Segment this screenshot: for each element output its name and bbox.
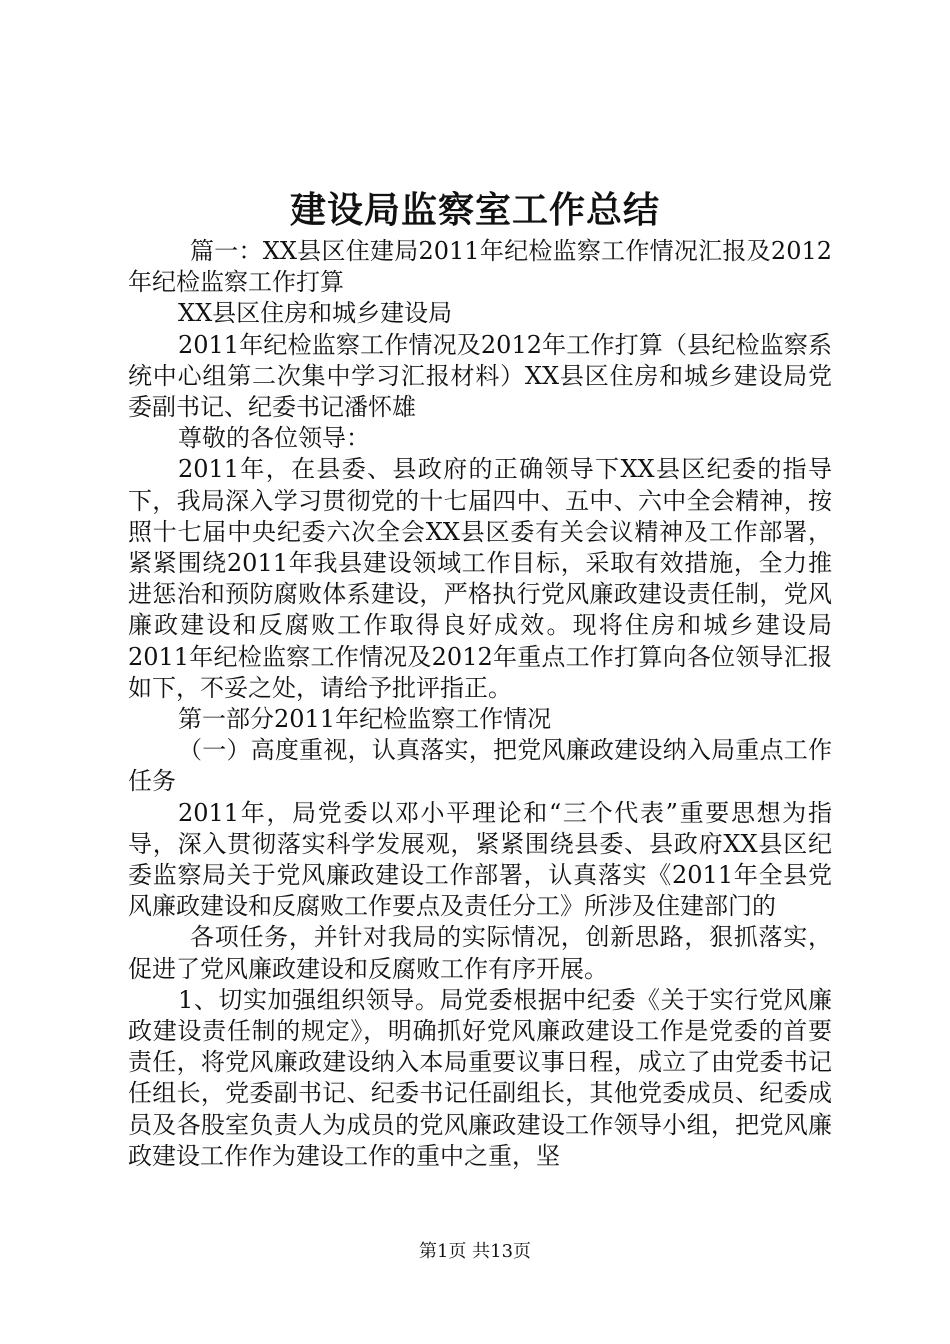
paragraph: 2011年，在县委、县政府的正确领导下XX县区纪委的指导下，我局深入学习贯彻党的十七届四中、五中、六中全会精神，按照十七届中央纪委六次全会XX县区委有关会议精神及工作部署，紧紧围绕2011年我县建设领域工作目标，采取有效措施，全力推进惩治和预防腐败体系建设，严格执行党风廉政建设责任制，党风廉政建设和反腐败工作取得良好成效。现将住房和城乡建设局2011年纪检监察工作情况及2012年重点工作打算向各位领导汇报如下，不妥之处，请给予批评指正。 (128, 455, 832, 702)
paragraph: （一）高度重视，认真落实，把党风廉政建设纳入局重点工作任务 (128, 736, 832, 796)
paragraph: 第一部分2011年纪检监察工作情况 (178, 705, 552, 734)
document-title: 建设局监察室工作总结 (289, 189, 660, 231)
section-heading: 篇一：XX县区住建局2011年纪检监察工作情况汇报及2012年纪检监察工作打算 (128, 237, 832, 297)
paragraph: 尊敬的各位领导： (178, 424, 370, 453)
paragraph: XX县区住房和城乡建设局 (178, 299, 453, 328)
paragraph: 2011年纪检监察工作情况及2012年工作打算（县纪检监察系统中心组第二次集中学习汇报材料）XX县区住房和城乡建设局党委副书记、纪委书记潘怀雄 (128, 330, 832, 422)
page-number-footer: 第1页 共13页 (418, 1241, 532, 1262)
paragraph: 2011年，局党委以邓小平理论和“三个代表”重要思想为指导，深入贯彻落实科学发展观，紧紧围绕县委、县政府XX县区纪委监察局关于党风廉政建设工作部署，认真落实《2011年全县党风廉政建设和反腐败工作要点及责任分工》所涉及住建部门的 (128, 798, 832, 921)
paragraph: 1、切实加强组织领导。局党委根据中纪委《关于实行党风廉政建设责任制的规定》，明确抓好党风廉政建设工作是党委的首要责任，将党风廉政建设纳入本局重要议事日程，成立了由党委书记任组长，党委副书记、纪委书记任副组长，其他党委成员、纪委成员及各股室负责人为成员的党风廉政建设工作领导小组，把党风廉政建设工作作为建设工作的重中之重，坚 (128, 985, 832, 1170)
document-body (128, 236, 832, 1172)
paragraph: 各项任务，并针对我局的实际情况，创新思路，狠抓落实，促进了党风廉政建设和反腐败工作有序开展。 (128, 923, 832, 983)
